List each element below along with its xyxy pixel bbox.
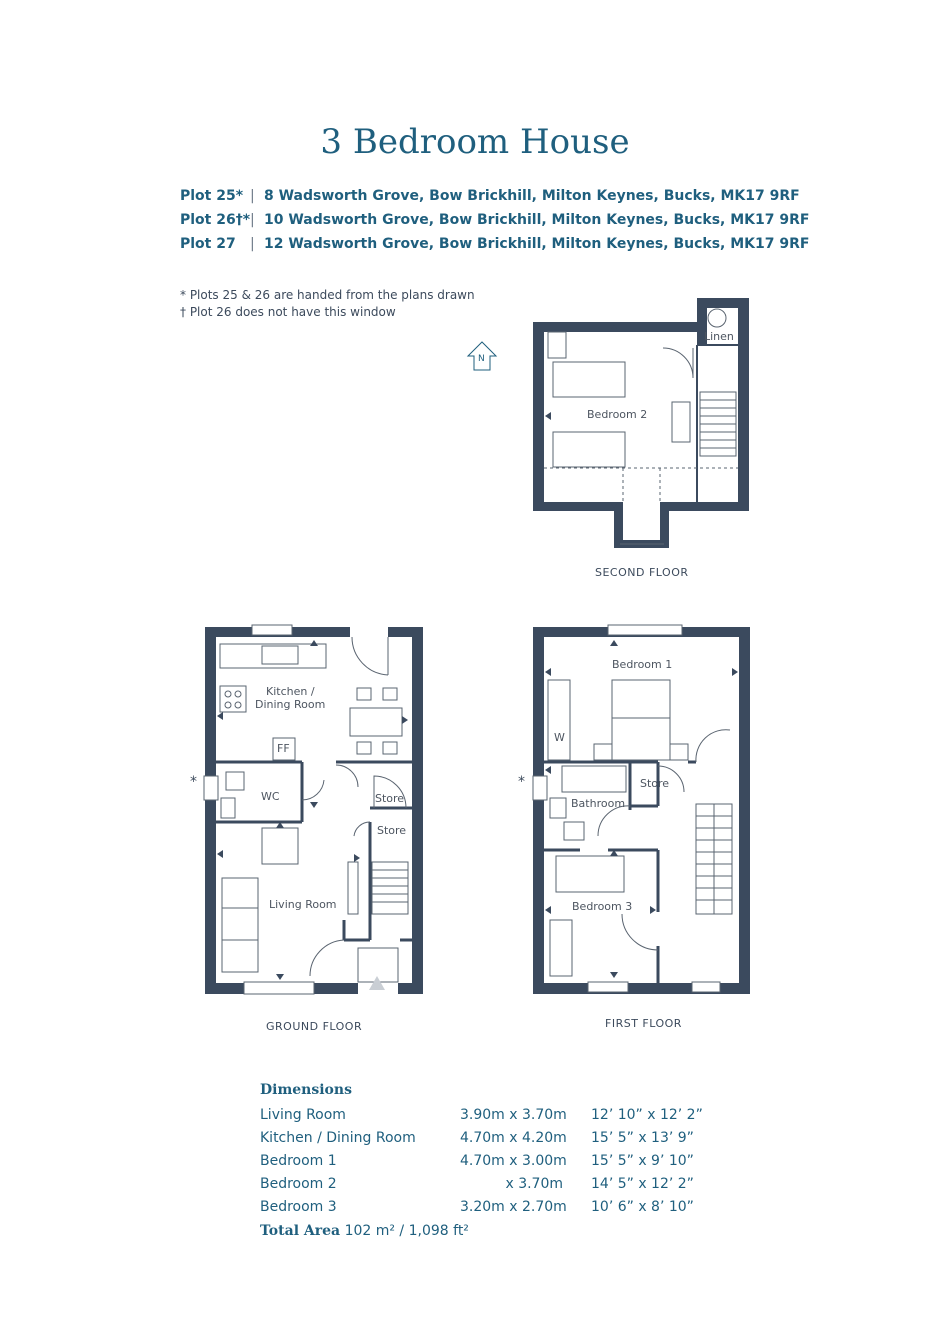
dimension-metric: 4.70m x 3.00m (460, 1153, 567, 1169)
dimension-imperial: 12’ 10” x 12’ 2” (591, 1107, 703, 1123)
dimension-room: Living Room (260, 1107, 346, 1123)
floor-label-second: SECOND FLOOR (595, 566, 689, 579)
dimension-metric: x 3.70m (505, 1176, 563, 1192)
dimension-metric: 4.70m x 4.20m (460, 1130, 567, 1146)
total-area-label: Total Area (260, 1223, 341, 1239)
dimension-metric: 3.20m x 2.70m (460, 1199, 567, 1215)
plot-address: 8 Wadsworth Grove, Bow Brickhill, Milton Keynes, Bucks, MK17 9RF (264, 188, 800, 204)
total-area-separator: / (394, 1223, 409, 1239)
window-asterisk: * (518, 774, 525, 790)
dimension-row (260, 1150, 711, 1173)
room-label-dining-room: Dining Room (255, 698, 326, 711)
plot-separator: | (250, 188, 255, 204)
dimension-room: Kitchen / Dining Room (260, 1130, 416, 1146)
plot-label: Plot 25* (180, 188, 244, 204)
plot-separator: | (250, 236, 255, 252)
dimensions-table (260, 1082, 711, 1239)
room-label-store: Store (377, 824, 407, 837)
note-window: † Plot 26 does not have this window (180, 305, 396, 319)
dimension-room: Bedroom 1 (260, 1153, 337, 1169)
dimension-imperial: 15’ 5” x 9’ 10” (591, 1153, 694, 1169)
room-label-wc: WC (261, 790, 280, 803)
page-title: 3 Bedroom House (320, 122, 630, 162)
room-label-kitchen: Kitchen / (266, 685, 315, 698)
total-area-metric: 102 m² (344, 1223, 395, 1239)
first-floor-plan (518, 625, 750, 1030)
dimension-imperial: 10’ 6” x 8’ 10” (591, 1199, 694, 1215)
room-label-living-room: Living Room (269, 898, 337, 911)
dimension-room: Bedroom 2 (260, 1176, 337, 1192)
dimension-imperial: 14’ 5” x 12’ 2” (591, 1176, 694, 1192)
dimension-room: Bedroom 3 (260, 1199, 337, 1215)
dimension-row (260, 1104, 711, 1127)
plot-label: Plot 26†* (180, 212, 251, 228)
plot-address: 10 Wadsworth Grove, Bow Brickhill, Milton Keynes, Bucks, MK17 9RF (264, 212, 810, 228)
dimension-row (260, 1173, 711, 1196)
dimension-row (260, 1196, 711, 1219)
room-label-linen: Linen (704, 330, 734, 343)
room-label-bedroom-2: Bedroom 2 (587, 408, 648, 421)
room-label-fridge-freezer: FF (277, 742, 290, 755)
dimension-imperial: 15’ 5” x 13’ 9” (591, 1130, 694, 1146)
room-label-store: Store (375, 792, 405, 805)
room-label-bathroom: Bathroom (571, 797, 626, 810)
note-handed: * Plots 25 & 26 are handed from the plans drawn (180, 288, 475, 302)
plot-label: Plot 27 (180, 236, 236, 252)
floor-label-ground: GROUND FLOOR (266, 1020, 363, 1033)
north-compass-icon (468, 342, 496, 370)
ground-floor-plan (190, 625, 423, 1033)
compass-letter: N (478, 354, 485, 364)
floor-label-first: FIRST FLOOR (605, 1017, 682, 1030)
dimensions-title: Dimensions (260, 1082, 352, 1098)
total-area (260, 1223, 711, 1239)
total-area-imperial: 1,098 ft² (408, 1223, 469, 1239)
room-label-bedroom-3: Bedroom 3 (572, 900, 633, 913)
window-asterisk: * (190, 774, 197, 790)
second-floor-plan (533, 298, 749, 579)
dimension-metric: 3.90m x 3.70m (460, 1107, 567, 1123)
plot-address: 12 Wadsworth Grove, Bow Brickhill, Milton Keynes, Bucks, MK17 9RF (264, 236, 810, 252)
plot-separator: | (250, 212, 255, 228)
room-label-bedroom-1: Bedroom 1 (612, 658, 673, 671)
dimension-row (260, 1127, 711, 1150)
room-label-wardrobe: W (554, 731, 565, 744)
room-label-store: Store (640, 777, 670, 790)
